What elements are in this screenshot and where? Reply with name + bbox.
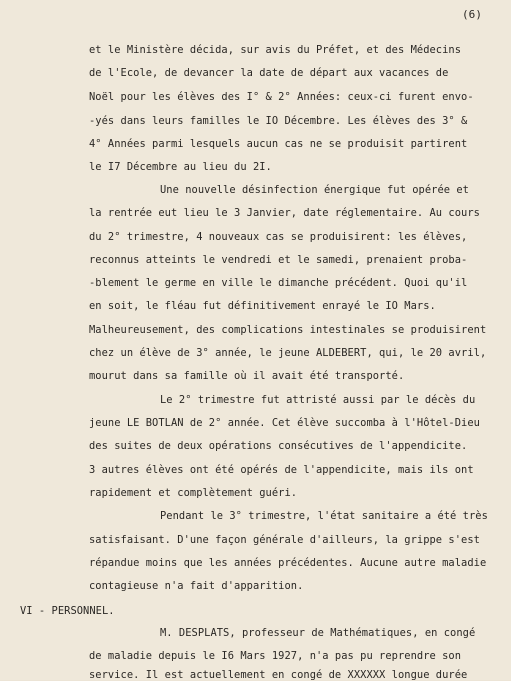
text-line: du 2° trimestre, 4 nouveaux cas se produisirent: les élèves, xyxy=(89,231,468,243)
text-line: de maladie depuis le I6 Mars 1927, n'a pas pu reprendre son xyxy=(89,650,462,662)
text-line: mourut dans sa famille où il avait été transporté. xyxy=(89,370,405,382)
text-line: et le Ministère décida, sur avis du Préfet, et des Médecins xyxy=(89,44,462,56)
section-heading: VI - PERSONNEL. xyxy=(20,605,115,617)
text-line: M. DESPLATS, professeur de Mathématiques, en congé xyxy=(160,627,476,639)
text-line: la rentrée eut lieu le 3 Janvier, date réglementaire. Au cours xyxy=(89,207,480,219)
text-line: satisfaisant. D'une façon générale d'ailleurs, la grippe s'est xyxy=(89,534,480,546)
text-line: répandue moins que les années précédentes. Aucune autre maladie xyxy=(89,557,487,569)
text-line: service. Il est actuellement en congé de XXXXXX longue durée xyxy=(89,669,468,681)
text-line: le I7 Décembre au lieu du 2I. xyxy=(89,161,272,173)
text-line: en soit, le fléau fut définitivement enrayé le IO Mars. xyxy=(89,300,436,312)
text-line: -blement le germe en ville le dimanche précédent. Quoi qu'il xyxy=(89,277,468,289)
text-line: 4° Années parmi lesquels aucun cas ne se produisit partirent xyxy=(89,138,468,150)
text-line: chez un élève de 3° année, le jeune ALDEBERT, qui, le 20 avril, xyxy=(89,347,487,359)
text-line: -yés dans leurs familles le IO Décembre. Les élèves des 3° & xyxy=(89,115,468,127)
text-line: Malheureusement, des complications intestinales se produisirent xyxy=(89,324,487,336)
text-line: Le 2° trimestre fut attristé aussi par le décès du xyxy=(160,394,476,406)
text-line: des suites de deux opérations consécutives de l'appendicite. xyxy=(89,440,468,452)
text-line: Une nouvelle désinfection énergique fut opérée et xyxy=(160,184,469,196)
page-number: (6) xyxy=(462,8,483,21)
text-line: 3 autres élèves ont été opérés de l'appendicite, mais ils ont xyxy=(89,464,474,476)
text-line: rapidement et complètement guéri. xyxy=(89,487,298,499)
text-line: Noël pour les élèves des I° & 2° Années: ceux-ci furent envo- xyxy=(89,91,474,103)
text-line: contagieuse n'a fait d'apparition. xyxy=(89,580,304,592)
text-line: de l'Ecole, de devancer la date de départ aux vacances de xyxy=(89,67,449,79)
text-line: Pendant le 3° trimestre, l'état sanitaire a été très xyxy=(160,510,488,522)
text-line: reconnus atteints le vendredi et le samedi, prenaient proba- xyxy=(89,254,468,266)
text-line: jeune LE BOTLAN de 2° année. Cet élève succomba à l'Hôtel-Dieu xyxy=(89,417,480,429)
